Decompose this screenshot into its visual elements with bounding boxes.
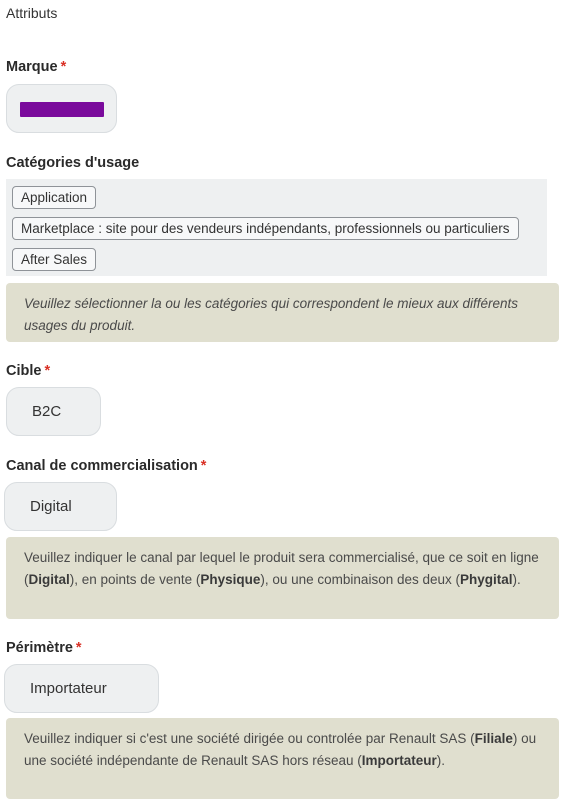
canal-help-text-2: ), en points de vente (: [69, 572, 201, 587]
perimetre-help-text-1: Veuillez indiquer si c'est une société dirigée ou controlée par Renault SAS (: [24, 731, 475, 746]
marque-select[interactable]: [6, 84, 117, 133]
perimetre-help-text-2: ) ou une société indépendante de Renault SAS hors réseau (: [24, 731, 537, 768]
perimetre-value: Importateur: [30, 680, 107, 697]
perimetre-label-text: Périmètre: [6, 640, 73, 656]
perimetre-required-mark: *: [75, 640, 82, 656]
perimetre-help-filiale: Filiale: [474, 731, 513, 746]
canal-label: [6, 458, 206, 474]
section-title: Attributs: [6, 5, 58, 21]
canal-help: [6, 537, 559, 619]
perimetre-select[interactable]: [4, 664, 159, 713]
cible-label-text: Cible: [6, 363, 42, 379]
marque-redacted-value: [20, 102, 104, 117]
categories-label: Catégories d'usage: [6, 155, 140, 171]
canal-required-mark: *: [200, 458, 207, 474]
perimetre-help-text-3: ).: [436, 753, 445, 768]
cible-required-mark: *: [44, 363, 51, 379]
canal-help-text-4: ).: [512, 572, 521, 587]
canal-help-text-3: ), ou une combinaison des deux (: [260, 572, 460, 587]
canal-value: Digital: [30, 498, 72, 515]
canal-help-physique: Physique: [200, 572, 261, 587]
canal-label-text: Canal de commercialisation: [6, 458, 198, 474]
cible-label: [6, 363, 50, 379]
marque-label-text: Marque: [6, 59, 58, 75]
perimetre-label: [6, 640, 82, 656]
cible-select[interactable]: [6, 387, 101, 436]
canal-help-phygital: Phygital: [460, 572, 513, 587]
cible-value: B2C: [32, 403, 62, 420]
canal-help-text-1: Veuillez indiquer le canal par lequel le produit sera commercialisé, que ce soit en ligne (: [24, 550, 539, 587]
canal-help-digital: Digital: [28, 572, 70, 587]
marque-required-mark: *: [60, 59, 67, 75]
perimetre-help-importateur: Importateur: [361, 753, 437, 768]
marque-label: [6, 59, 66, 75]
canal-select[interactable]: [4, 482, 117, 531]
tag-marketplace[interactable]: Marketplace : site pour des vendeurs indépendants, professionnels ou particuliers: [12, 217, 519, 240]
tag-application[interactable]: Application: [12, 186, 96, 209]
tag-after-sales[interactable]: After Sales: [12, 248, 96, 271]
categories-help: Veuillez sélectionner la ou les catégories qui correspondent le mieux aux différents usages du produit.: [6, 283, 559, 342]
perimetre-help: [6, 718, 559, 799]
